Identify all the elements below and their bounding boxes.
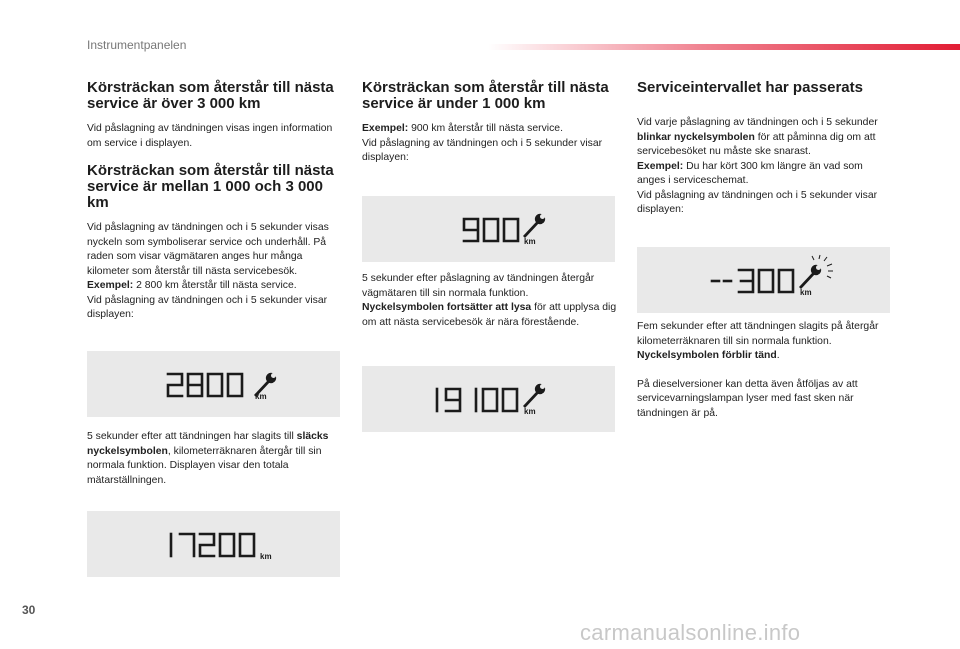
example-label: Exempel: <box>637 160 684 172</box>
odometer-display-19100 <box>362 366 615 432</box>
unit-label: km <box>260 552 272 561</box>
section-under-1000 <box>362 80 618 166</box>
section-over-3000 <box>87 80 343 151</box>
after-text-900: 5 sekunder efter påslagning av tändningen återgår vägmätaren till sin normala funktion. Nyckelsymbolen fortsätter att lysa för att upplysa dig om att nästa servicebesök är nära förestående. <box>362 273 617 328</box>
example-text: Exempel: Du har kört 300 km längre än vad som anges i serviceschemat. <box>637 160 863 186</box>
header-accent-bar <box>488 44 960 50</box>
display-digits-900 <box>464 219 518 241</box>
example-label: Exempel: <box>87 280 134 291</box>
unit-label: km <box>524 407 536 416</box>
odometer-display-17200 <box>87 511 340 577</box>
after-text-300: Fem sekunder efter att tändningen slagits på återgår kilometerräknaren till sin normala funktion. Nyckelsymbolen förblir tänd. På dieselversioner kan detta även åtföljas av att servicevarningslampan lyser med fast sken när tändningen är på. <box>637 320 893 421</box>
wrench-blinking-icon <box>799 255 833 289</box>
section-title: Serviceintervallet har passerats <box>637 79 863 96</box>
example-text: Exempel: 2 800 km återstår till nästa service. <box>87 280 297 291</box>
section-text: Vid påslagning av tändningen visas ingen information om service i displayen. <box>87 123 333 149</box>
odometer-display-2800 <box>87 351 340 417</box>
section-header: Instrumentpanelen <box>87 38 187 52</box>
section-text: Vid påslagning av tändningen och i 5 sekunder visar displayen: <box>362 137 603 163</box>
section-title: Körsträckan som återstår till nästa service är över 3 000 km <box>87 79 334 112</box>
section-text: Vid påslagning av tändningen och i 5 sekunder visar displayen: <box>637 189 878 215</box>
display-digits-300 <box>712 270 793 292</box>
section-text: Vid påslagning av tändningen och i 5 sekunder visas nyckeln som symboliserar service och underhåll. På raden som visar vägmätaren anges hur många kilometer som återstår till nästa servicebesök. <box>87 222 329 277</box>
wrench-icon <box>523 384 545 408</box>
display-digits-19100 <box>437 389 517 411</box>
section-text: Vid påslagning av tändningen och i 5 sekunder visar displayen: <box>87 294 328 320</box>
odometer-display-900 <box>362 196 615 262</box>
section-text: 5 sekunder efter påslagning av tändningen återgår vägmätaren till sin normala funktion. <box>362 273 595 299</box>
section-interval-passed: Serviceintervallet har passerats Vid varje påslagning av tändningen och i 5 sekunder blinkar nyckelsymbolen för att påminna dig om att servicebesöket nu måste ske snarast. Exempel: Du har kört 300 km längre än vad som anges i serviceschemat. Vid påslagning av tändningen och i 5 sekunder visar displayen: <box>637 80 893 218</box>
display-digits-2800 <box>168 374 242 396</box>
display-digits-17200 <box>171 534 254 556</box>
unit-label: km <box>255 392 267 401</box>
watermark: carmanualsonline.info <box>580 620 801 645</box>
example-label: Exempel: <box>362 123 409 134</box>
after-text-2800: 5 sekunder efter att tändningen har slagits till släcks nyckelsymbolen, kilometerräknaren återgår till sin normala funktion. Displayen visar den totala mätarställningen. <box>87 431 329 486</box>
section-title: Körsträckan som återstår till nästa service är mellan 1 000 och 3 000 km <box>87 162 334 211</box>
page-number: 30 <box>22 603 36 617</box>
unit-label: km <box>800 288 812 297</box>
example-text: Exempel: 900 km återstår till nästa service. <box>362 123 563 134</box>
section-title: Körsträckan som återstår till nästa service är under 1 000 km <box>362 79 609 112</box>
unit-label: km <box>524 237 536 246</box>
wrench-icon <box>523 214 545 238</box>
diesel-note: På dieselversioner kan detta även åtföljas av att servicevarningslampan lyser med fast sken när tändningen är på. <box>637 378 858 419</box>
section-1000-3000 <box>87 163 343 323</box>
odometer-display-300 <box>637 247 890 313</box>
